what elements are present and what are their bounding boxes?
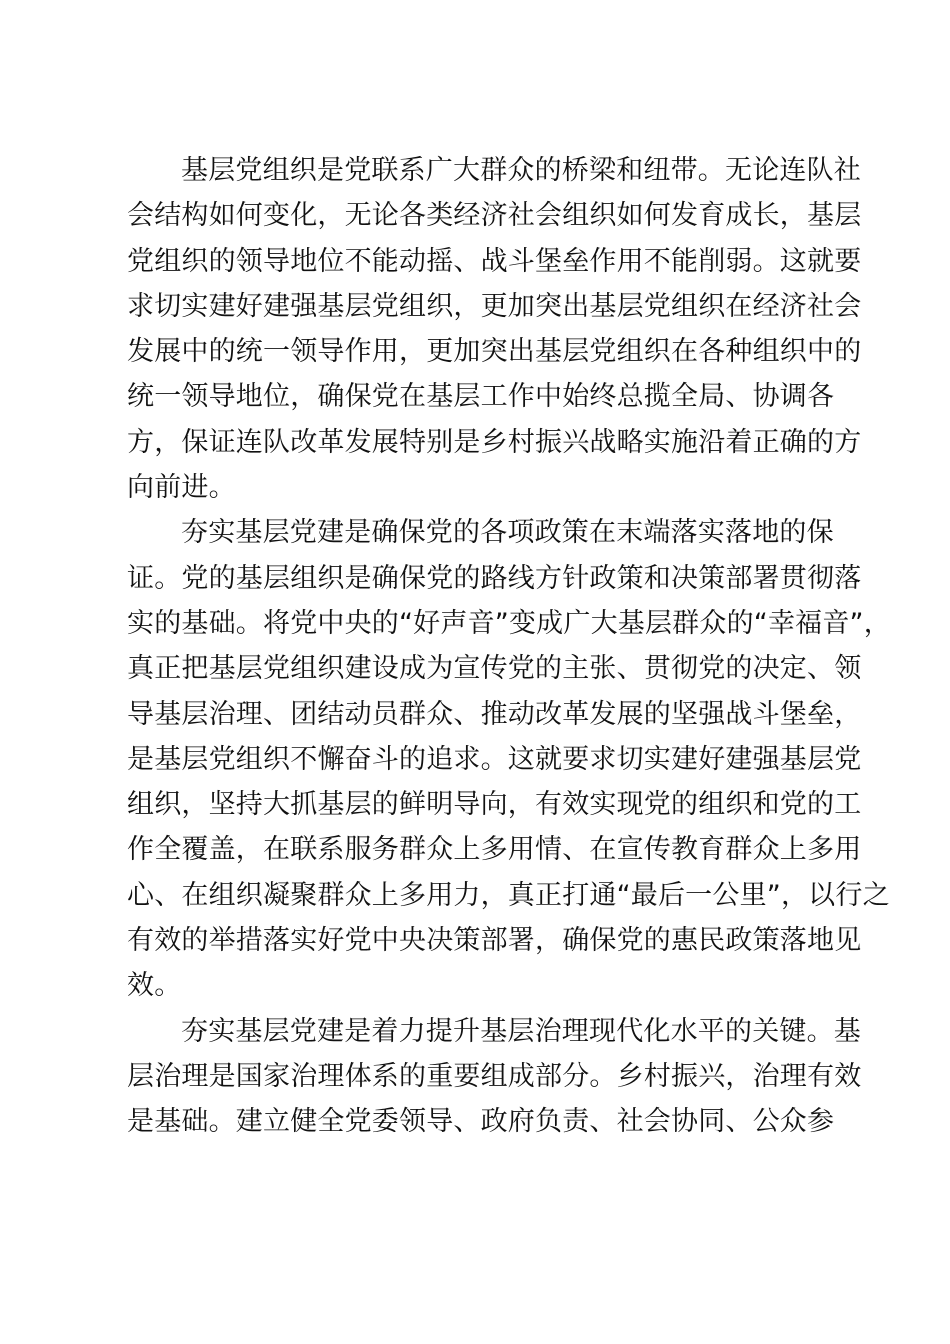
text-line: 真正把基层党组织建设成为宣传党的主张、贯彻党的决定、领 <box>127 653 862 685</box>
text-line: 是基础。建立健全党委领导、政府负责、社会协同、公众参 <box>127 1106 835 1138</box>
text-line: 求切实建好建强基层党组织，更加突出基层党组织在经济社会 <box>127 290 862 322</box>
paragraph-1 <box>127 148 862 510</box>
text-line: 方，保证连队改革发展特别是乡村振兴战略实施沿着正确的方 <box>127 426 862 458</box>
text-line: 是基层党组织不懈奋斗的追求。这就要求切实建好建强基层党 <box>127 743 862 775</box>
text-line: 有效的举措落实好党中央决策部署，确保党的惠民政策落地见 <box>127 925 862 957</box>
text-line: 层治理是国家治理体系的重要组成部分。乡村振兴，治理有效 <box>127 1060 862 1092</box>
document-body <box>127 148 891 1145</box>
paragraph-2 <box>127 510 891 1008</box>
text-line: 心、在组织凝聚群众上多用力，真正打通“最后一公里”，以行之 <box>127 879 890 911</box>
text-line: 导基层治理、团结动员群众、推动改革发展的坚强战斗堡垒， <box>127 698 862 730</box>
text-line: 会结构如何变化，无论各类经济社会组织如何发育成长，基层 <box>127 200 862 232</box>
text-line: 夯实基层党建是着力提升基层治理现代化水平的关键。基 <box>181 1015 861 1047</box>
text-line: 效。 <box>127 970 182 1002</box>
text-line: 向前进。 <box>127 472 236 504</box>
text-line: 党组织的领导地位不能动摇、战斗堡垒作用不能削弱。这就要 <box>127 245 862 277</box>
text-line: 基层党组织是党联系广大群众的桥梁和纽带。无论连队社 <box>181 155 861 186</box>
paragraph-3 <box>127 1009 862 1145</box>
text-line: 实的基础。将党中央的“好声音”变成广大基层群众的“幸福音”， <box>127 607 891 639</box>
text-line: 夯实基层党建是确保党的各项政策在末端落实落地的保 <box>181 517 834 549</box>
text-line: 作全覆盖，在联系服务群众上多用情、在宣传教育群众上多用 <box>127 834 862 866</box>
text-line: 组织，坚持大抓基层的鲜明导向，有效实现党的组织和党的工 <box>127 789 862 821</box>
text-line: 统一领导地位，确保党在基层工作中始终总揽全局、协调各 <box>127 381 835 413</box>
text-line: 证。党的基层组织是确保党的路线方针政策和决策部署贯彻落 <box>127 562 862 594</box>
text-line: 发展中的统一领导作用，更加突出基层党组织在各种组织中的 <box>127 336 862 368</box>
